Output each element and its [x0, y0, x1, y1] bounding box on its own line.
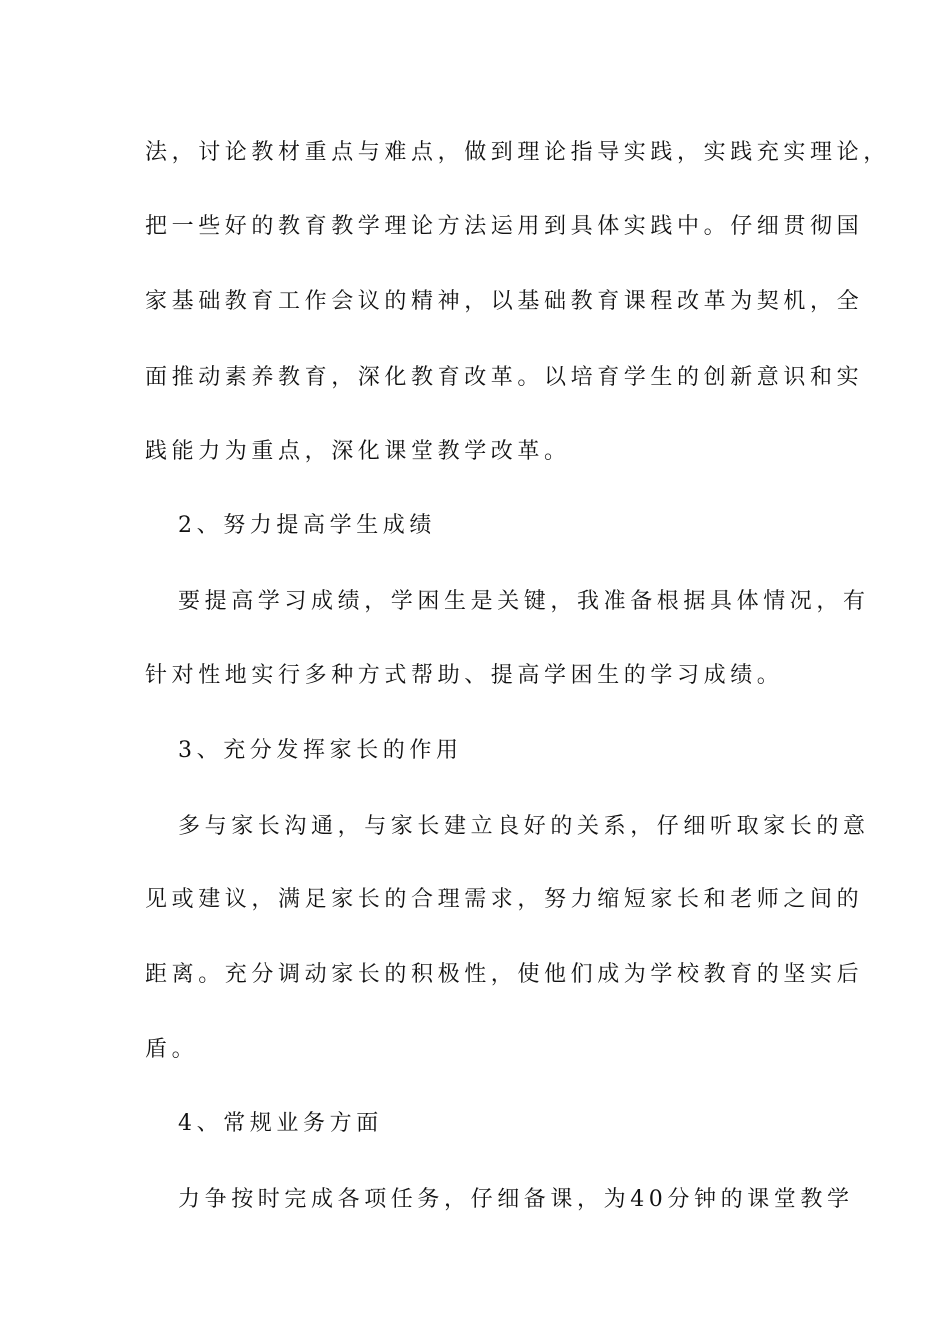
text-line: 见或建议，满足家长的合理需求，努力缩短家长和老师之间的 — [145, 887, 864, 912]
section-heading: 4、常规业务方面 — [178, 1111, 383, 1136]
text-line: 力争按时完成各项任务，仔细备课，为40分钟的课堂教学 — [178, 1187, 854, 1212]
text-line: 盾。 — [145, 1037, 199, 1062]
text-line: 距离。充分调动家长的积极性，使他们成为学校教育的坚实后 — [145, 962, 864, 987]
text-line: 家基础教育工作会议的精神，以基础教育课程改革为契机，全 — [145, 289, 864, 314]
text-line: 面推动素养教育，深化教育改革。以培育学生的创新意识和实 — [145, 365, 864, 390]
text-line: 把一些好的教育教学理论方法运用到具体实践中。仔细贯彻国 — [145, 214, 864, 239]
text-line: 多与家长沟通，与家长建立良好的关系，仔细听取家长的意 — [178, 814, 870, 839]
text-line: 要提高学习成绩，学困生是关键，我准备根据具体情况，有 — [178, 589, 870, 614]
text-line: 践能力为重点，深化课堂教学改革。 — [145, 439, 571, 464]
section-heading: 2、努力提高学生成绩 — [178, 513, 436, 538]
text-line: 法，讨论教材重点与难点，做到理论指导实践，实践充实理论， — [145, 140, 890, 165]
section-heading: 3、充分发挥家长的作用 — [178, 738, 463, 763]
text-line: 针对性地实行多种方式帮助、提高学困生的学习成绩。 — [145, 663, 784, 688]
